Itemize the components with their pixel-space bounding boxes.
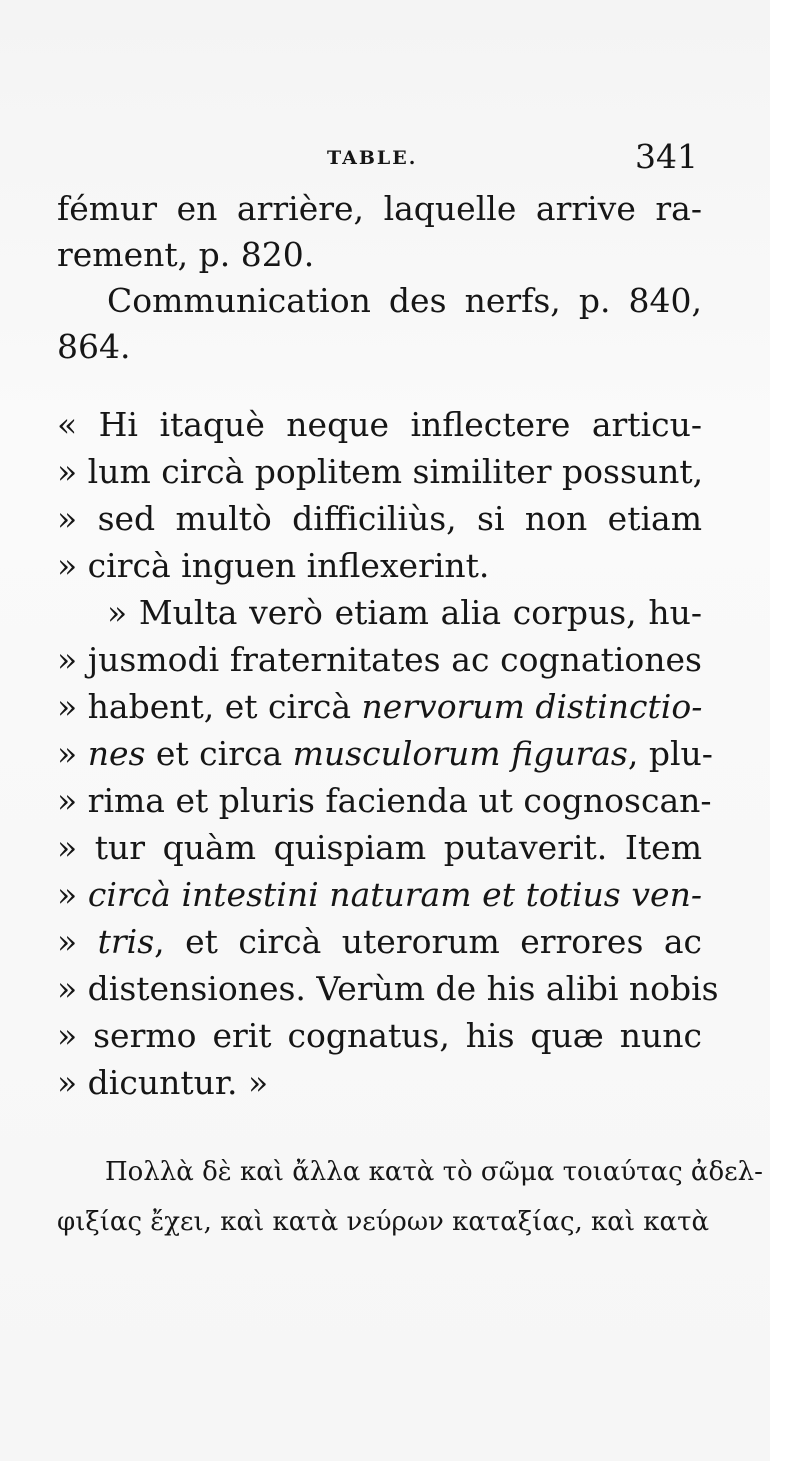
text-line-1: fémur en arrière, laquelle arrive ra- bbox=[57, 189, 702, 228]
quote-line-5: » Multa verò etiam alia corpus, hu- bbox=[107, 593, 702, 632]
quote-line-7: » habent, et circà nervorum distinctio- bbox=[57, 687, 703, 726]
quote-line-1: « Hi itaquè neque inflectere articu- bbox=[57, 405, 702, 444]
quote-line-11: » circà intestini naturam et totius ven- bbox=[57, 875, 702, 914]
quote-line-10: » tur quàm quispiam putaverit. Item bbox=[57, 828, 702, 867]
quote-line-3: » sed multò difficiliùs, si non etiam bbox=[57, 499, 702, 538]
quote-line-12: » tris, et circà uterorum errores ac bbox=[57, 922, 702, 961]
greek-line-2: φιξίας ἔχει, καὶ κατὰ νεύρων καταξίας, καὶ κατὰ bbox=[57, 1207, 710, 1237]
quote-line-2: » lum circà poplitem similiter possunt, bbox=[57, 452, 704, 491]
quote-line-8: » nes et circa musculorum figuras, plu- bbox=[57, 734, 713, 773]
quote-line-9: » rima et pluris facienda ut cognoscan- bbox=[57, 781, 712, 820]
running-header: TABLE. bbox=[327, 147, 418, 169]
page-number: 341 bbox=[635, 137, 698, 176]
text-line-4: 864. bbox=[57, 327, 131, 366]
quote-line-15: » dicuntur. » bbox=[57, 1063, 269, 1102]
greek-line-1: Πολλὰ δὲ καὶ ἄλλα κατὰ τὸ σῶμα τοιαύτας ἀδελ- bbox=[105, 1157, 763, 1187]
quote-line-13: » distensiones. Verùm de his alibi nobis bbox=[57, 969, 719, 1008]
page-margin bbox=[770, 0, 800, 1461]
quote-line-14: » sermo erit cognatus, his quæ nunc bbox=[57, 1016, 702, 1055]
quote-line-4: » circà inguen inflexerint. bbox=[57, 546, 490, 585]
text-line-2: rement, p. 820. bbox=[57, 235, 315, 274]
quote-line-6: » jusmodi fraternitates ac cognationes bbox=[57, 640, 702, 679]
text-line-3: Communication des nerfs, p. 840, bbox=[107, 281, 702, 320]
